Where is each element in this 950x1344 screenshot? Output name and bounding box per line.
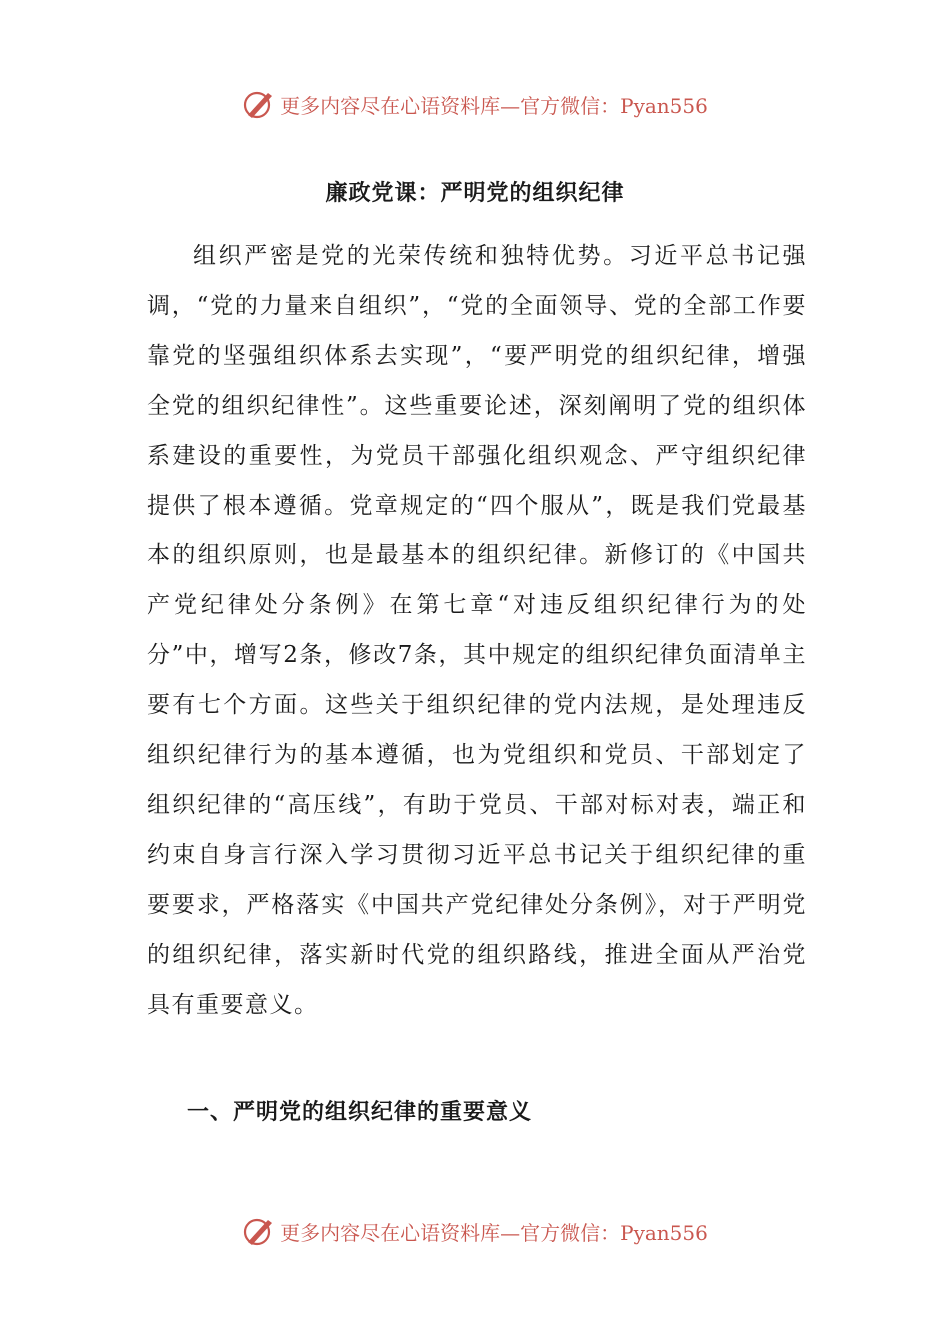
pen-logo-icon <box>242 87 276 121</box>
header-watermark <box>0 84 950 124</box>
watermark-text: 更多内容尽在心语资料库—官方微信：Pyan556 <box>280 93 708 118</box>
page-title: 廉政党课：严明党的组织纪律 <box>325 180 625 206</box>
section-heading: 一、严明党的组织纪律的重要意义 <box>187 1099 533 1125</box>
pen-logo-icon <box>242 1214 276 1248</box>
footer-watermark <box>0 1211 950 1251</box>
watermark-text: 更多内容尽在心语资料库—官方微信：Pyan556 <box>280 1220 708 1245</box>
body-paragraph: 组织严密是党的光荣传统和独特优势。习近平总书记强调，“党的力量来自组织”，“党的全面领导、党的全部工作要靠党的坚强组织体系去实现”，“要严明党的组织纪律，增强全党的组织纪律性”。这些重要论述，深刻阐明了党的组织体系建设的重要性，为党员干部强化组织观念、严守组织纪律提供了根本遵循。党章规定的“四个服从”，既是我们党最基本的组织原则，也是最基本的组织纪律。新修订的《中国共产党纪律处分条例》在第七章“对违反组织纪律行为的处分”中，增写2条，修改7条，其中规定的组织纪律负面清单主要有七个方面。这些关于组织纪律的党内法规，是处理违反组织纪律行为的基本遵循，也为党组织和党员、干部划定了组织纪律的“高压线”，有助于党员、干部对标对表，端正和约束自身言行深入学习贯彻习近平总书记关于组织纪律的重要要求，严格落实《中国共产党纪律处分条例》，对于严明党的组织纪律，落实新时代党的组织路线，推进全面从严治党具有重要意义。 <box>147 243 807 1018</box>
